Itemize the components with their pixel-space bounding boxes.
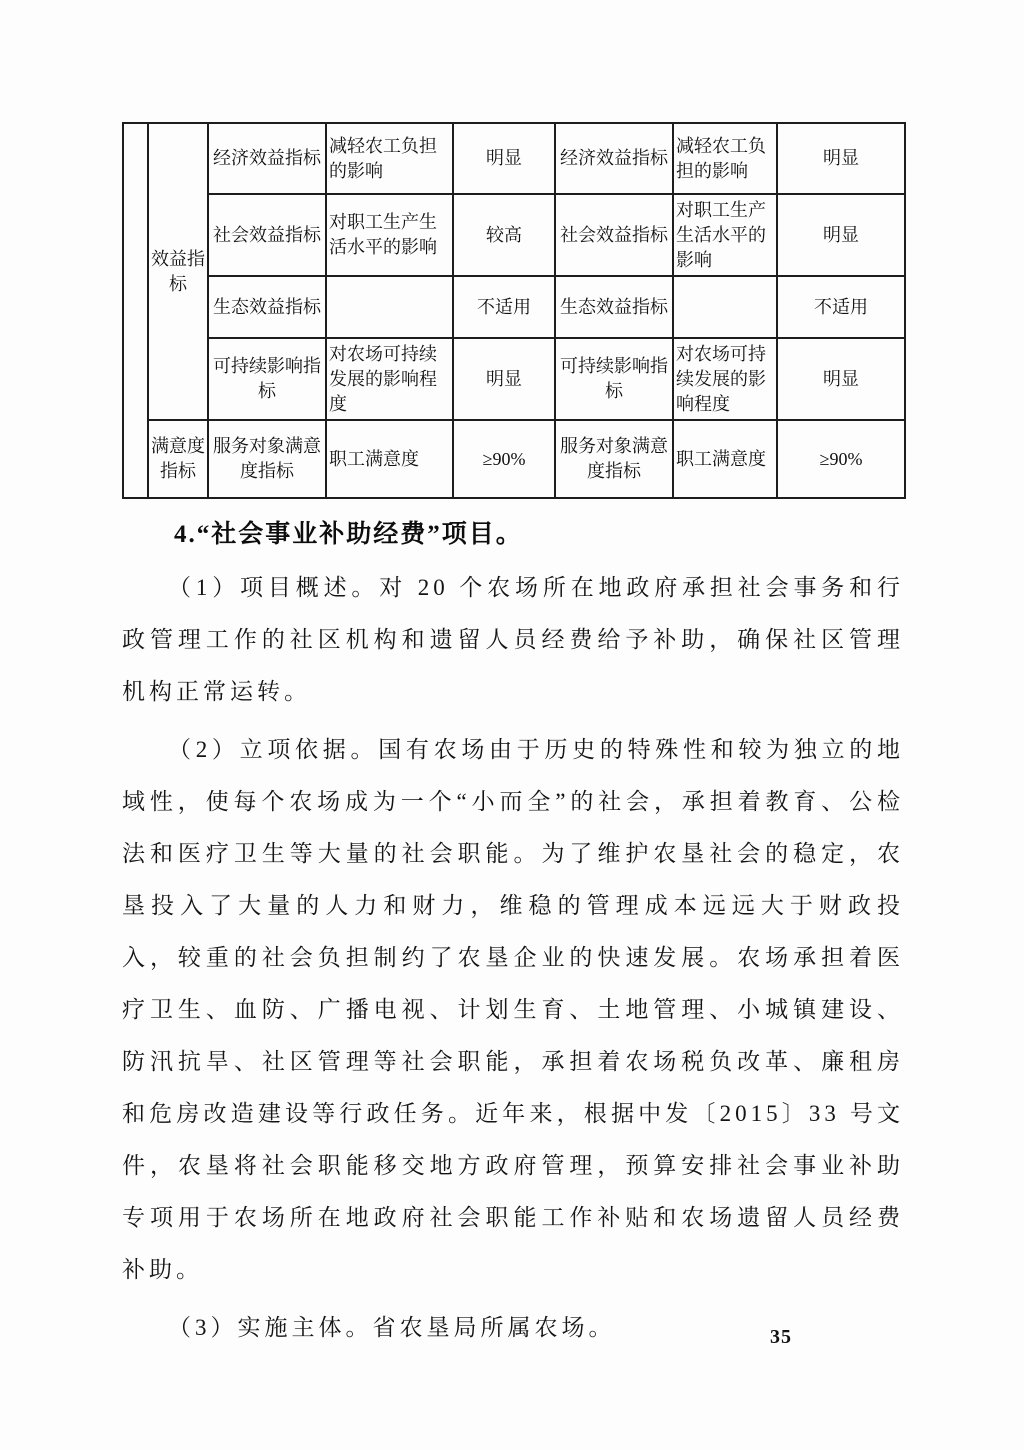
- table-cell: 生态效益指标: [555, 276, 673, 338]
- table-row: [123, 123, 905, 194]
- table-cell: [326, 276, 453, 338]
- table-cell: 职工满意度: [326, 420, 453, 498]
- table-row: [123, 194, 905, 276]
- paragraph-implementing-body: （3）实施主体。省农垦局所属农场。: [168, 1315, 616, 1340]
- table-cell-empty: [123, 123, 148, 498]
- table-cell: 不适用: [453, 276, 555, 338]
- table-cell: 经济效益指标: [208, 123, 326, 194]
- paragraph-project-basis: （2）立项依据。国有农场由于历史的特殊性和较为独立的地域性，使每个农场成为一个“小而全”的社会，承担着教育、公检法和医疗卫生等大量的社会职能。为了维护农垦社会的稳定，农垦投入了大量的人力和财力，维稳的管理成本远远大于财政投入，较重的社会负担制约了农垦企业的快速发展。农场承担着医疗卫生、血防、广播电视、计划生育、土地管理、小城镇建设、防汛抗旱、社区管理等社会职能，承担着农场税负改革、廉租房和危房改造建设等行政任务。近年来，根据中发〔2015〕33 号文件，农垦将社会职能移交地方政府管理，预算安排社会事业补助专项用于农场所在地政府社会职能工作补贴和农场遗留人员经费补助。: [122, 737, 904, 1282]
- table-cell: 明显: [777, 338, 905, 420]
- table-cell: 对职工生产生活水平的影响: [673, 194, 777, 276]
- table-row: [123, 420, 905, 498]
- table-cell: 社会效益指标: [208, 194, 326, 276]
- page-number: 35: [770, 1326, 792, 1348]
- table-cell: 对农场可持续发展的影响程度: [326, 338, 453, 420]
- table-group-label: 满意度指标: [148, 420, 208, 498]
- page-content: [122, 122, 904, 1354]
- table-cell: ≥90%: [453, 420, 555, 498]
- section-heading: 4.“社会事业补助经费”项目。: [174, 521, 523, 548]
- indicator-table: [122, 122, 906, 499]
- table-cell: 减轻农工负担的影响: [326, 123, 453, 194]
- table-cell: 减轻农工负担的影响: [673, 123, 777, 194]
- table-group-label: 效益指标: [148, 123, 208, 420]
- table-cell: 社会效益指标: [555, 194, 673, 276]
- table-cell: 服务对象满意度指标: [555, 420, 673, 498]
- paragraph-project-overview: （1）项目概述。对 20 个农场所在地政府承担社会事务和行政管理工作的社区机构和遗留人员经费给予补助，确保社区管理机构正常运转。: [122, 575, 904, 704]
- table-cell: 明显: [453, 123, 555, 194]
- table-row: [123, 276, 905, 338]
- table-cell: 生态效益指标: [208, 276, 326, 338]
- table-cell: 职工满意度: [673, 420, 777, 498]
- table-cell: 明显: [453, 338, 555, 420]
- table-cell: 经济效益指标: [555, 123, 673, 194]
- table-cell: 明显: [777, 123, 905, 194]
- table-cell: 可持续影响指标: [208, 338, 326, 420]
- table-row: [123, 338, 905, 420]
- table-cell: 较高: [453, 194, 555, 276]
- table-cell: 明显: [777, 194, 905, 276]
- table-cell: 对农场可持续发展的影响程度: [673, 338, 777, 420]
- table-cell: 不适用: [777, 276, 905, 338]
- table-cell: [673, 276, 777, 338]
- table-cell: 对职工生产生活水平的影响: [326, 194, 453, 276]
- table-cell: 服务对象满意度指标: [208, 420, 326, 498]
- table-cell: ≥90%: [777, 420, 905, 498]
- table-cell: 可持续影响指标: [555, 338, 673, 420]
